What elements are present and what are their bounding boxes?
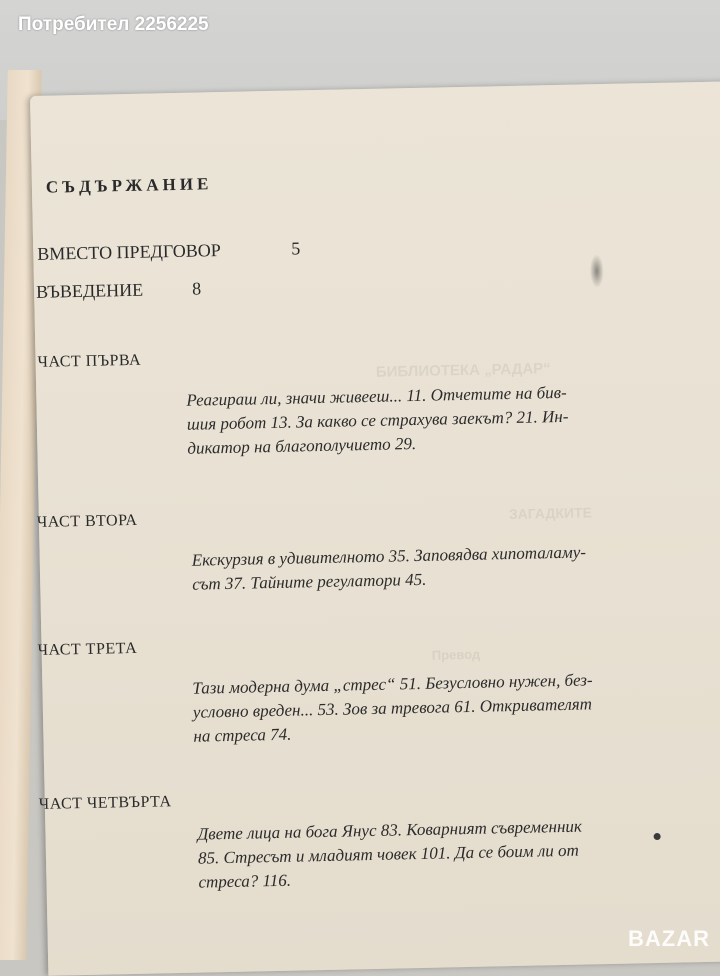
contents-line: Тази модерна дума „стрес“ 51. Безусловно нужен, без- xyxy=(192,670,593,698)
part-heading: ЧАСТ ЧЕТВЪРТА xyxy=(38,793,172,813)
contents-line: Реагираш ли, значи живееш... 11. Отчетите на бив- xyxy=(186,382,567,410)
contents-line: дикатор на благополучието 29. xyxy=(187,433,417,458)
toc-title: СЪДЪРЖАНИЕ xyxy=(45,174,213,197)
toc-entry-label: ВЪВЕДЕНИЕ xyxy=(35,279,144,302)
contents-line: на стреса 74. xyxy=(193,724,292,746)
contents-line: шия робот 13. За какво се страхува заекът? 21. Ин- xyxy=(186,406,569,434)
contents-line: стреса? 116. xyxy=(198,870,292,892)
part-contents xyxy=(192,540,587,596)
part-heading: ЧАСТ ВТОРА xyxy=(36,511,138,531)
part-contents xyxy=(186,381,569,461)
contents-line: 85. Стресът и младият човек 101. Да се боим ли от xyxy=(197,840,580,868)
book-page xyxy=(30,81,720,975)
ink-dot xyxy=(654,833,661,840)
toc-entry-page: 8 xyxy=(191,278,202,299)
part-contents xyxy=(197,815,583,895)
part-contents xyxy=(192,668,594,748)
part-heading: ЧАСТ ТРЕТА xyxy=(37,639,138,659)
toc-entry-label: ВМЕСТО ПРЕДГОВОР xyxy=(37,240,222,264)
part-heading: ЧАСТ ПЪРВА xyxy=(37,351,142,371)
contents-line: Двете лица на бога Янус 83. Коварният съвременник xyxy=(197,816,583,844)
contents-line: Екскурзия в удивителното 35. Заповядва хипоталаму- xyxy=(191,542,587,570)
bleed-through-text: БИБЛИОТЕКА „РАДАР“ xyxy=(375,360,551,381)
contents-line: условно вреден... 53. Зов за тревога 61. Откривателят xyxy=(192,694,593,722)
bleed-through-text: Превод xyxy=(431,646,481,663)
user-watermark: Потребител 2256225 xyxy=(18,14,209,35)
page-smudge xyxy=(589,254,604,288)
bazar-logo: BAZAR xyxy=(628,926,710,951)
bleed-through-text: ЗАГАДКИТЕ xyxy=(508,504,593,523)
contents-line: сът 37. Тайните регулатори 45. xyxy=(192,569,427,594)
toc-entry-page: 5 xyxy=(291,238,301,259)
